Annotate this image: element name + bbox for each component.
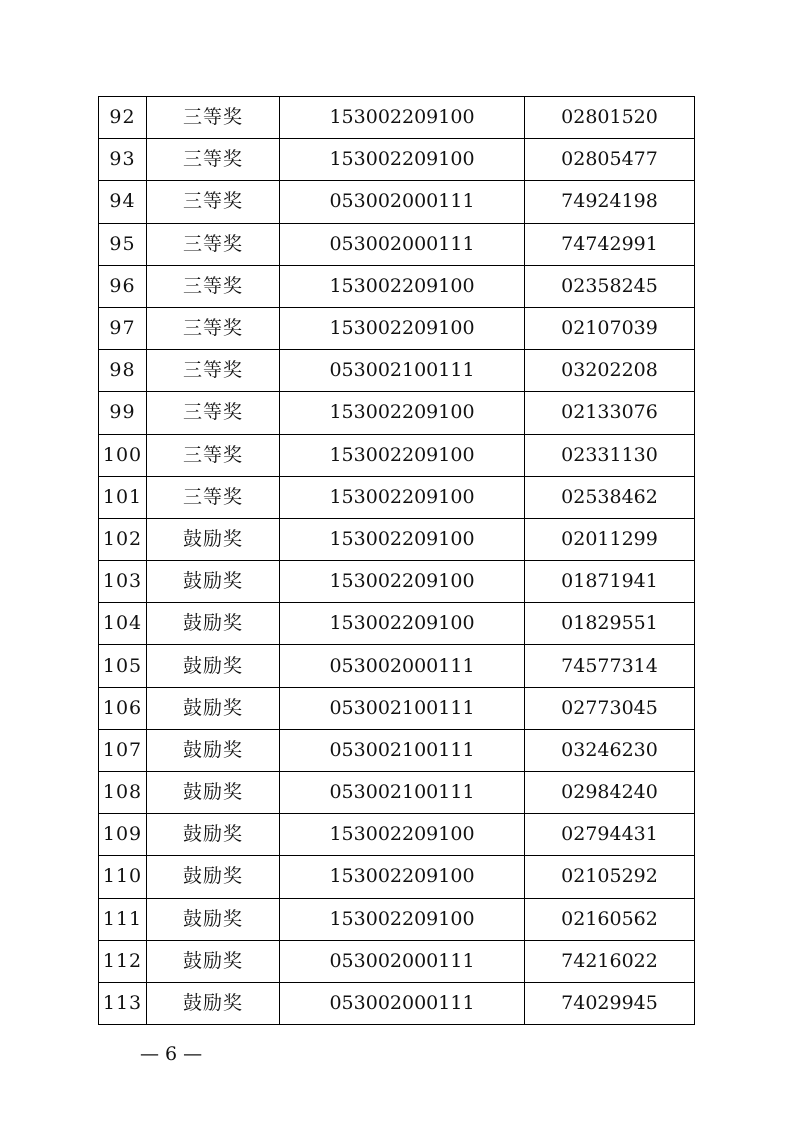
ticket-number-cell: 02801520	[525, 97, 695, 139]
row-number-cell: 113	[99, 982, 147, 1024]
ticket-number-cell: 74216022	[525, 940, 695, 982]
code-cell: 053002000111	[280, 982, 525, 1024]
code-cell: 153002209100	[280, 392, 525, 434]
row-number-cell: 108	[99, 772, 147, 814]
ticket-number-cell: 02358245	[525, 265, 695, 307]
prize-level-cell: 鼓励奖	[147, 687, 280, 729]
ticket-number-cell: 01871941	[525, 561, 695, 603]
ticket-number-cell: 02984240	[525, 772, 695, 814]
prize-level-cell: 鼓励奖	[147, 940, 280, 982]
prize-level-cell: 鼓励奖	[147, 603, 280, 645]
row-number-cell: 98	[99, 350, 147, 392]
prize-level-cell: 三等奖	[147, 265, 280, 307]
row-number-cell: 95	[99, 223, 147, 265]
table-row	[99, 350, 695, 392]
row-number-cell: 102	[99, 518, 147, 560]
row-number-cell: 103	[99, 561, 147, 603]
code-cell: 053002000111	[280, 181, 525, 223]
code-cell: 153002209100	[280, 307, 525, 349]
table-row	[99, 561, 695, 603]
table-row	[99, 814, 695, 856]
ticket-number-cell: 03202208	[525, 350, 695, 392]
ticket-number-cell: 74029945	[525, 982, 695, 1024]
prize-level-cell: 三等奖	[147, 350, 280, 392]
code-cell: 053002100111	[280, 687, 525, 729]
table-row	[99, 772, 695, 814]
code-cell: 053002000111	[280, 940, 525, 982]
table-row	[99, 307, 695, 349]
prize-level-cell: 鼓励奖	[147, 729, 280, 771]
row-number-cell: 107	[99, 729, 147, 771]
prize-level-cell: 鼓励奖	[147, 772, 280, 814]
code-cell: 153002209100	[280, 603, 525, 645]
ticket-number-cell: 02105292	[525, 856, 695, 898]
code-cell: 153002209100	[280, 97, 525, 139]
prize-level-cell: 鼓励奖	[147, 898, 280, 940]
prize-level-cell: 三等奖	[147, 392, 280, 434]
code-cell: 153002209100	[280, 434, 525, 476]
prize-table-body	[99, 97, 695, 1025]
prize-level-cell: 三等奖	[147, 307, 280, 349]
row-number-cell: 101	[99, 476, 147, 518]
prize-table-container	[98, 96, 694, 1025]
prize-level-cell: 三等奖	[147, 434, 280, 476]
row-number-cell: 94	[99, 181, 147, 223]
row-number-cell: 96	[99, 265, 147, 307]
ticket-number-cell: 02331130	[525, 434, 695, 476]
code-cell: 153002209100	[280, 856, 525, 898]
table-row	[99, 97, 695, 139]
code-cell: 153002209100	[280, 518, 525, 560]
row-number-cell: 97	[99, 307, 147, 349]
prize-level-cell: 三等奖	[147, 476, 280, 518]
code-cell: 053002100111	[280, 350, 525, 392]
row-number-cell: 93	[99, 139, 147, 181]
prize-level-cell: 鼓励奖	[147, 645, 280, 687]
table-row	[99, 181, 695, 223]
code-cell: 153002209100	[280, 898, 525, 940]
prize-level-cell: 鼓励奖	[147, 518, 280, 560]
ticket-number-cell: 01829551	[525, 603, 695, 645]
prize-level-cell: 三等奖	[147, 181, 280, 223]
table-row	[99, 645, 695, 687]
row-number-cell: 111	[99, 898, 147, 940]
row-number-cell: 109	[99, 814, 147, 856]
ticket-number-cell: 02538462	[525, 476, 695, 518]
row-number-cell: 105	[99, 645, 147, 687]
table-row	[99, 223, 695, 265]
table-row	[99, 434, 695, 476]
prize-level-cell: 三等奖	[147, 139, 280, 181]
table-row	[99, 729, 695, 771]
ticket-number-cell: 02794431	[525, 814, 695, 856]
code-cell: 153002209100	[280, 561, 525, 603]
ticket-number-cell: 02160562	[525, 898, 695, 940]
code-cell: 053002100111	[280, 729, 525, 771]
prize-level-cell: 鼓励奖	[147, 856, 280, 898]
ticket-number-cell: 74742991	[525, 223, 695, 265]
table-row	[99, 139, 695, 181]
row-number-cell: 112	[99, 940, 147, 982]
ticket-number-cell: 74924198	[525, 181, 695, 223]
prize-level-cell: 鼓励奖	[147, 561, 280, 603]
table-row	[99, 898, 695, 940]
ticket-number-cell: 02773045	[525, 687, 695, 729]
ticket-number-cell: 02133076	[525, 392, 695, 434]
code-cell: 153002209100	[280, 139, 525, 181]
table-row	[99, 687, 695, 729]
ticket-number-cell: 74577314	[525, 645, 695, 687]
ticket-number-cell: 02805477	[525, 139, 695, 181]
table-row	[99, 265, 695, 307]
ticket-number-cell: 03246230	[525, 729, 695, 771]
code-cell: 153002209100	[280, 476, 525, 518]
code-cell: 053002000111	[280, 645, 525, 687]
row-number-cell: 104	[99, 603, 147, 645]
code-cell: 053002100111	[280, 772, 525, 814]
row-number-cell: 110	[99, 856, 147, 898]
table-row	[99, 982, 695, 1024]
prize-table	[98, 96, 695, 1025]
table-row	[99, 603, 695, 645]
row-number-cell: 106	[99, 687, 147, 729]
ticket-number-cell: 02107039	[525, 307, 695, 349]
table-row	[99, 518, 695, 560]
code-cell: 153002209100	[280, 265, 525, 307]
code-cell: 053002000111	[280, 223, 525, 265]
prize-level-cell: 鼓励奖	[147, 982, 280, 1024]
table-row	[99, 476, 695, 518]
prize-level-cell: 三等奖	[147, 223, 280, 265]
code-cell: 153002209100	[280, 814, 525, 856]
table-row	[99, 856, 695, 898]
ticket-number-cell: 02011299	[525, 518, 695, 560]
row-number-cell: 99	[99, 392, 147, 434]
row-number-cell: 92	[99, 97, 147, 139]
row-number-cell: 100	[99, 434, 147, 476]
table-row	[99, 392, 695, 434]
table-row	[99, 940, 695, 982]
prize-level-cell: 鼓励奖	[147, 814, 280, 856]
page-number: — 6 —	[140, 1043, 203, 1065]
prize-level-cell: 三等奖	[147, 97, 280, 139]
